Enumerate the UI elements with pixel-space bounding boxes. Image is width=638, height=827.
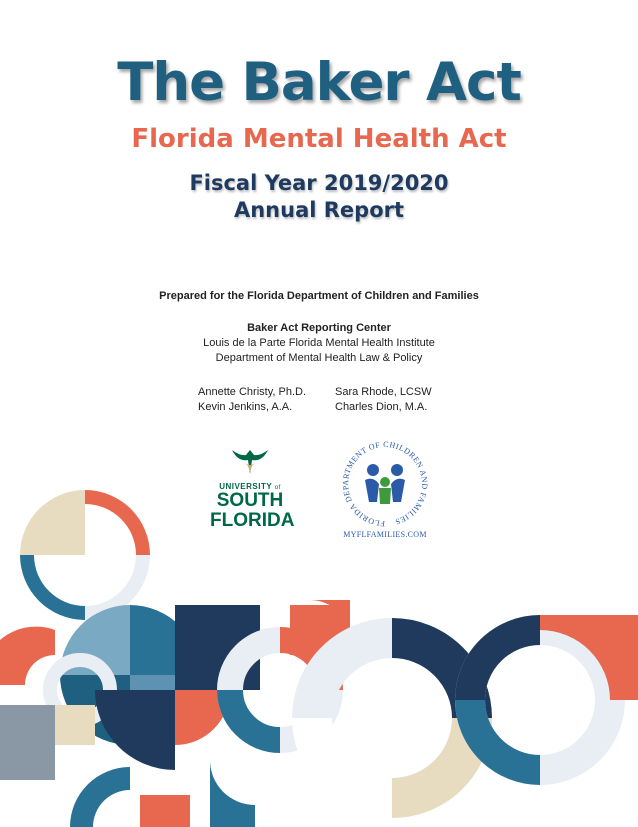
usf-line-2: FLORIDA xyxy=(210,510,295,531)
usf-line-1: SOUTH xyxy=(216,490,284,511)
decor-shape xyxy=(55,705,95,745)
decor-shape xyxy=(85,490,150,555)
author: Sara Rhode, LCSW xyxy=(335,386,432,398)
report-type: Annual Report xyxy=(233,198,405,222)
center-department: Department of Mental Health Law & Policy xyxy=(215,352,423,364)
report-title: The Baker Act xyxy=(117,52,521,113)
decor-shape xyxy=(140,795,190,827)
decor-shape xyxy=(70,767,130,827)
usf-of: of xyxy=(274,485,281,491)
authors-left xyxy=(198,385,306,415)
reporting-center-block xyxy=(0,321,638,366)
decor-shape xyxy=(20,490,85,555)
dcf-ring-text: FLORIDA DEPARTMENT OF CHILDREN AND FAMILIES xyxy=(340,440,430,529)
usf-university: UNIVERSITY xyxy=(219,482,273,491)
authors-right xyxy=(335,385,432,415)
report-subtitle: Florida Mental Health Act xyxy=(131,124,507,154)
decor-shape xyxy=(0,705,55,780)
dcf-url: MYFLFAMILIES.COM xyxy=(343,530,427,539)
fiscal-year: Fiscal Year 2019/2020 xyxy=(189,171,449,195)
decor-shape xyxy=(470,630,540,700)
decor-shape xyxy=(470,700,540,770)
author: Charles Dion, M.A. xyxy=(335,401,428,413)
center-institute: Louis de la Parte Florida Mental Health Institute xyxy=(203,337,435,349)
author: Annette Christy, Ph.D. xyxy=(198,386,307,398)
decor-shape xyxy=(230,690,280,740)
fiscal-year-block xyxy=(0,170,638,224)
author: Kevin Jenkins, A.A. xyxy=(198,401,293,413)
decor-shape xyxy=(312,718,392,798)
center-name: Baker Act Reporting Center xyxy=(247,322,391,334)
decor-shape xyxy=(392,718,472,798)
prepared-for: Prepared for the Florida Department of Children and Families xyxy=(159,290,479,302)
decor-shape xyxy=(20,555,85,620)
decor-shape xyxy=(210,760,255,827)
decor-shape xyxy=(95,690,175,770)
decorative-circle-art xyxy=(0,470,638,827)
